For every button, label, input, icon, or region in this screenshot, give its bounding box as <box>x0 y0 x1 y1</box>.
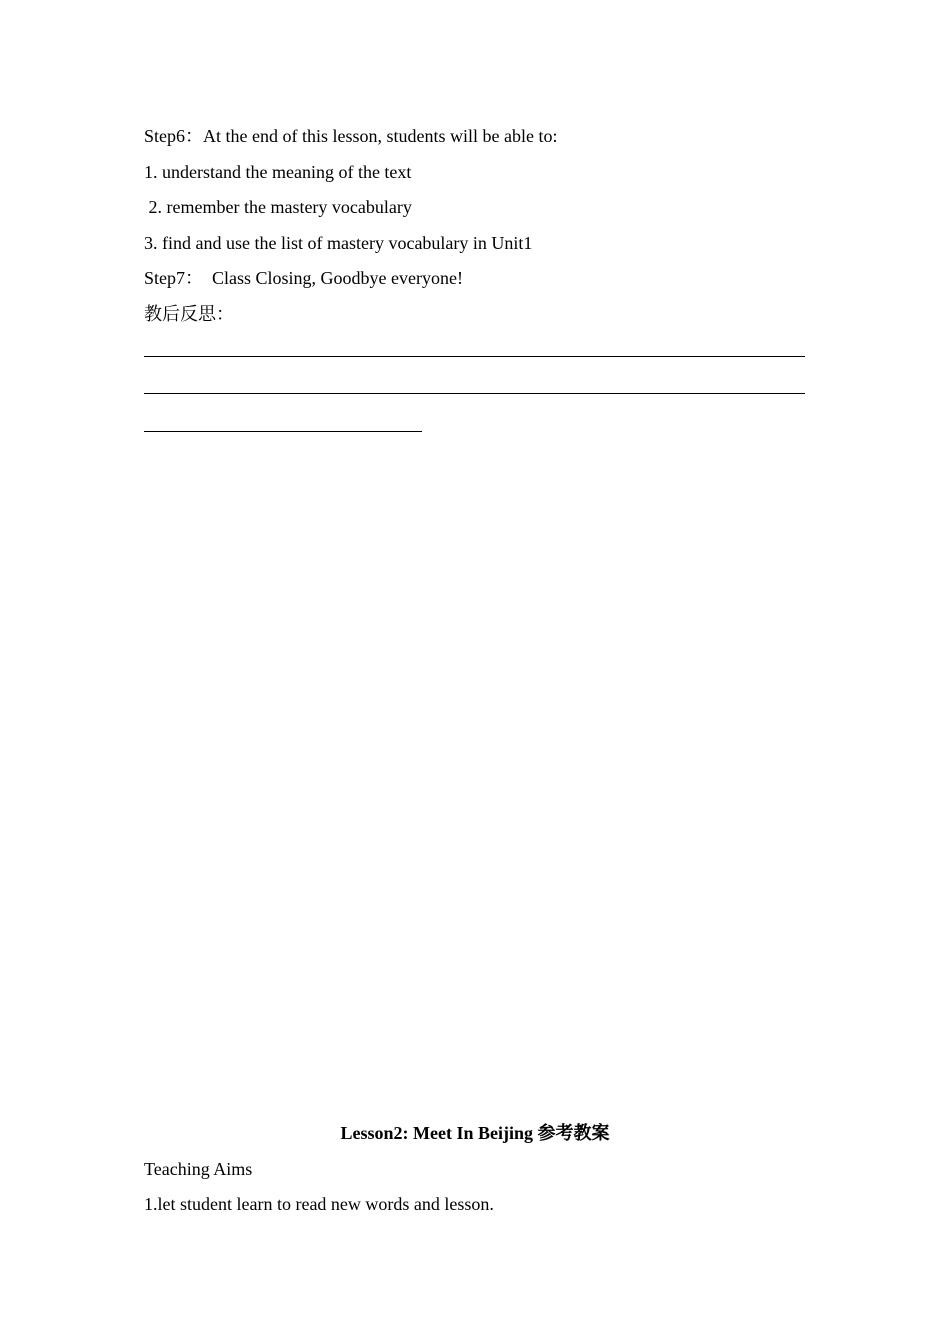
step7-text: Step7： Class Closing, Goodbye everyone! <box>144 268 463 288</box>
reflection-blank-line-3 <box>144 431 422 432</box>
step6-text: Step6：At the end of this lesson, students will be able to: <box>144 126 558 146</box>
lesson2-title: Lesson2: Meet In Beijing 参考教案 <box>340 1123 610 1143</box>
teaching-aims-heading: Teaching Aims <box>144 1159 253 1179</box>
reflection-label: 教后反思： <box>144 304 234 324</box>
objective-item-3: 3. find and use the list of mastery vocabulary in Unit1 <box>144 233 533 253</box>
objective-item-1: 1. understand the meaning of the text <box>144 162 412 182</box>
reflection-blank-line-1 <box>144 356 805 357</box>
teaching-aim-1: 1.let student learn to read new words and lesson. <box>144 1194 494 1214</box>
objective-item-2: 2. remember the mastery vocabulary <box>144 197 412 217</box>
reflection-blank-line-2 <box>144 393 805 394</box>
